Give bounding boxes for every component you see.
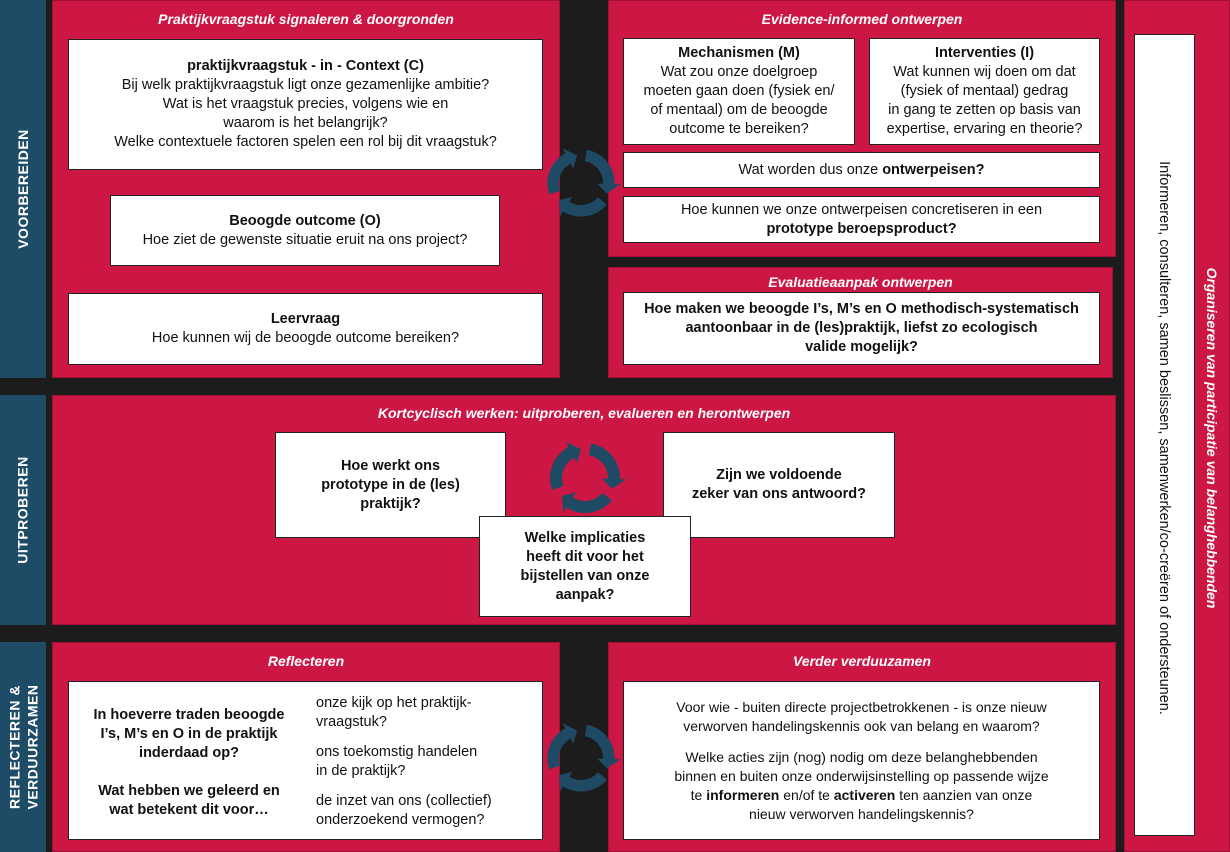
box-kort-q3 — [479, 516, 691, 617]
participatie-text: Informeren, consulteren, samen beslissen, samenwerken/co-creëren of ondersteunen. — [1156, 161, 1172, 715]
cycle-arrow-segment-3 — [550, 442, 581, 490]
box-kort-q1 — [275, 432, 506, 538]
sidebar-label-voorbereiden: VOORBEREIDEN — [15, 129, 32, 249]
reflect-r1: onze kijk op het praktijk- vraagstuk? — [316, 695, 472, 730]
panel-title-evidence: Evidence-informed ontwerpen — [761, 11, 963, 27]
sidebar-label-reflecteren-line2: VERDUURZAMEN — [24, 684, 40, 810]
cycle-arrows-icon-top — [533, 133, 629, 233]
box-interventies — [869, 38, 1100, 145]
ontwerpeisen-line — [738, 161, 984, 180]
sidebar-label-reflecteren — [5, 685, 41, 810]
box-kort-q2 — [663, 432, 895, 538]
box-evaluatie — [623, 292, 1100, 365]
verduurzamen-p2c: en/of te — [779, 786, 834, 803]
kort-q2-text: Zijn we voldoende zeker van ons antwoord? — [691, 467, 867, 502]
box-reflecteren — [68, 681, 543, 840]
sidebar-voorbereiden — [0, 0, 46, 378]
reflect-r2: ons toekomstig handelen in de praktijk? — [316, 744, 478, 779]
prototype-pre: Hoe kunnen we onze ontwerpeisen concretiseren in een — [680, 201, 1043, 218]
box-outcome — [110, 195, 500, 266]
sidebar-label-reflecteren-line1: REFLECTEREN & — [6, 685, 22, 809]
evaluatie-text: Hoe maken we beoogde I’s, M’s en O methodisch-systematisch aantoonbaar in de (les)praktijk, liefst zo ecologisch valide mogelijk? — [644, 301, 1079, 355]
cycle-arrow-segment-2 — [559, 772, 607, 792]
kort-q1-text: Hoe werkt ons prototype in de (les) praktijk? — [321, 457, 460, 512]
verduurzamen-p2a: Welke acties zijn (nog) nodig om deze belanghebbenden binnen en buiten onze onderwijsinstelling op passende wijze te — [674, 748, 1049, 803]
interventies-text: Wat kunnen wij doen om dat (fysiek of mentaal) gedrag in gang te zetten op basis van expertise, ervaring en theorie? — [886, 64, 1083, 137]
ontwerpeisen-bold: ontwerpeisen? — [882, 161, 985, 178]
leervraag-text: Hoe kunnen wij de beoogde outcome bereiken? — [151, 330, 460, 346]
box-context — [68, 39, 543, 170]
leervraag-heading: Leervraag — [270, 311, 341, 327]
context-heading: praktijkvraagstuk - in - Context (C) — [187, 58, 424, 74]
sidebar-label-uitproberen: UITPROBEREN — [15, 456, 31, 564]
cycle-arrow-segment-2 — [562, 492, 612, 513]
panel-title-verduurzamen: Verder verduuzamen — [793, 653, 931, 669]
panel-title-kortcyclisch: Kortcyclisch werken: uitproberen, evalueren en herontwerpen — [377, 405, 791, 421]
box-mechanismen — [623, 38, 855, 145]
verduurzamen-p2e: ten aanzien van onze nieuw verworven handelingskennis? — [749, 786, 1033, 822]
sidebar-reflecteren — [0, 642, 46, 852]
outcome-heading: Beoogde outcome (O) — [229, 212, 381, 229]
participatie-title: Organiseren van participatie van belanghebbenden — [1204, 267, 1220, 609]
box-ontwerpeisen — [623, 152, 1100, 188]
prototype-bold: prototype beroepsproduct? — [766, 220, 957, 237]
box-leervraag — [68, 293, 543, 365]
cycle-arrow-segment-3 — [547, 723, 577, 769]
kort-q3-text: Welke implicaties heeft dit voor het bijstellen van onze aanpak? — [520, 529, 650, 603]
panel-title-evaluatie: Evaluatieaanpak ontwerpen — [768, 274, 953, 290]
mechanismen-heading: Mechanismen (M) — [678, 45, 800, 61]
verduurzamen-p2 — [674, 748, 1048, 824]
cycle-arrow-segment-3 — [547, 148, 577, 194]
reflect-r3: de inzet van ons (collectief) onderzoekend vermogen? — [316, 793, 492, 828]
cycle-arrow-segment-1 — [585, 725, 621, 769]
box-verduurzamen — [623, 681, 1100, 840]
cycle-arrow-segment-1 — [585, 150, 621, 194]
sidebar-uitproberen — [0, 395, 46, 625]
outcome-text: Hoe ziet de gewenste situatie eruit na ons project? — [142, 231, 468, 248]
cycle-arrow-segment-1 — [589, 444, 626, 489]
verduurzamen-informeren: informeren — [706, 786, 780, 803]
cycle-arrows-icon-middle — [535, 428, 635, 528]
cycle-arrow-segment-2 — [559, 197, 607, 217]
ontwerpeisen-pre: Wat worden dus onze — [738, 161, 883, 178]
verduurzamen-activeren: activeren — [833, 786, 896, 803]
interventies-heading: Interventies (I) — [934, 45, 1035, 61]
panel-title-reflecteren: Reflecteren — [267, 653, 345, 669]
reflect-q-left2: Wat hebben we geleerd en wat betekent dit voor… — [98, 783, 280, 818]
reflect-q-left1: In hoeverre traden beoogde I’s, M’s en O in de praktijk inderdaad op? — [93, 707, 285, 761]
box-prototype — [623, 196, 1100, 243]
verduurzamen-p1: Voor wie - buiten directe projectbetrokkenen - is onze nieuw verworven handelingskennis ook van belang en waarom? — [676, 698, 1047, 734]
cycle-arrows-icon-bottom — [533, 708, 629, 808]
context-text: Bij welk praktijkvraagstuk ligt onze gezamenlijke ambitie? Wat is het vraagstuk precies, volgens wie en waarom is het belangrijk? Welke contextuele factoren spelen een rol bij dit vraagstuk? — [114, 77, 497, 150]
panel-title-praktijkvraagstuk: Praktijkvraagstuk signaleren & doorgronden — [158, 11, 454, 27]
mechanismen-text: Wat zou onze doelgroep moeten gaan doen (fysiek en/ of mentaal) om de beoogde outcome te bereiken? — [643, 64, 835, 137]
